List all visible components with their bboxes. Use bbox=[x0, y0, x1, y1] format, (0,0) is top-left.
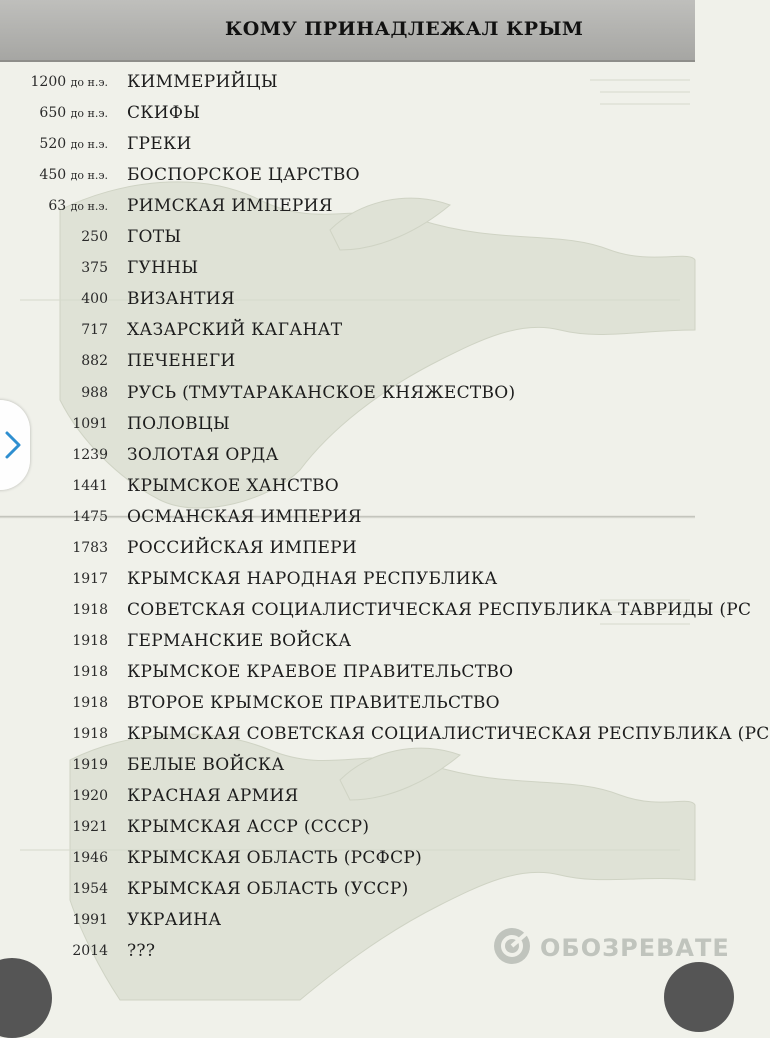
year-number: 717 bbox=[81, 322, 108, 339]
year-number: 1918 bbox=[72, 663, 108, 680]
year-number: 1783 bbox=[72, 539, 108, 556]
timeline-row bbox=[0, 160, 695, 190]
timeline-year bbox=[0, 191, 108, 222]
timeline-year bbox=[0, 533, 108, 563]
timeline-owner: КИММЕРИЙЦЫ bbox=[127, 72, 278, 92]
timeline-owner: КРЫМСКОЕ КРАЕВОЕ ПРАВИТЕЛЬСТВО bbox=[127, 661, 514, 682]
timeline-row bbox=[0, 843, 695, 873]
timeline-row bbox=[0, 750, 695, 780]
timeline-row bbox=[0, 98, 695, 128]
timeline-owner: ГРЕКИ bbox=[127, 134, 192, 155]
timeline-year bbox=[0, 67, 108, 98]
year-number: 1091 bbox=[72, 415, 108, 432]
timeline-owner: ЗОЛОТАЯ ОРДА bbox=[127, 444, 279, 465]
timeline-owner: ВТОРОЕ КРЫМСКОЕ ПРАВИТЕЛЬСТВО bbox=[127, 693, 500, 713]
year-number: 1919 bbox=[72, 757, 108, 774]
timeline-year bbox=[0, 346, 108, 376]
timeline-owner: КРЫМСКАЯ АССР (СССР) bbox=[127, 817, 370, 838]
timeline-row bbox=[0, 409, 695, 439]
timeline-year bbox=[0, 129, 108, 160]
chevron-right-icon bbox=[2, 430, 26, 460]
page-title: КОМУ ПРИНАДЛЕЖАЛ КРЫМ bbox=[225, 18, 584, 40]
timeline-row bbox=[0, 440, 695, 470]
timeline-owner: РИМСКАЯ ИМПЕРИЯ bbox=[127, 196, 333, 217]
timeline-owner: ??? bbox=[127, 941, 156, 962]
timeline-owner: ГОТЫ bbox=[127, 227, 182, 248]
timeline-row bbox=[0, 253, 695, 283]
year-era-suffix: до н.э. bbox=[70, 169, 108, 183]
year-number: 1918 bbox=[72, 601, 108, 618]
timeline-row bbox=[0, 129, 695, 159]
timeline-owner: БОСПОРСКОЕ ЦАРСТВО bbox=[127, 165, 360, 186]
year-number: 1920 bbox=[72, 788, 108, 805]
timeline-year bbox=[0, 626, 108, 656]
year-number: 520 bbox=[39, 136, 67, 153]
year-number: 1239 bbox=[72, 446, 108, 463]
year-era-suffix: до н.э. bbox=[70, 76, 108, 89]
year-number: 1475 bbox=[72, 508, 108, 525]
timeline-row bbox=[0, 657, 695, 687]
year-era-suffix: до н.э. bbox=[70, 138, 108, 152]
timeline-row bbox=[0, 564, 695, 594]
year-number: 1918 bbox=[72, 632, 108, 649]
timeline-owner: КРАСНАЯ АРМИЯ bbox=[127, 786, 299, 807]
timeline-year bbox=[0, 502, 108, 532]
timeline-year bbox=[0, 657, 108, 687]
watermark-text: ОБОЗРЕВАТЕ bbox=[540, 934, 730, 962]
year-number: 1917 bbox=[72, 570, 108, 587]
timeline-year bbox=[0, 905, 108, 935]
timeline-year bbox=[0, 222, 108, 252]
timeline-row bbox=[0, 595, 752, 625]
timeline-year bbox=[0, 98, 108, 129]
timeline-year bbox=[0, 874, 108, 904]
timeline-owner: КРЫМСКАЯ НАРОДНАЯ РЕСПУБЛИКА bbox=[127, 568, 498, 589]
year-number: 400 bbox=[81, 291, 108, 308]
timeline-year bbox=[0, 688, 108, 718]
timeline-row bbox=[0, 626, 695, 656]
timeline-row bbox=[0, 533, 695, 563]
timeline-owner: ГУННЫ bbox=[127, 258, 199, 279]
timeline-row bbox=[0, 781, 695, 811]
year-number: 988 bbox=[81, 384, 108, 401]
year-number: 650 bbox=[39, 105, 67, 122]
year-number: 2014 bbox=[72, 943, 108, 960]
timeline-owner: РУСЬ (ТМУТАРАКАНСКОЕ КНЯЖЕСТВО) bbox=[127, 382, 516, 403]
timeline-row bbox=[0, 222, 695, 252]
timeline-owner: ОСМАНСКАЯ ИМПЕРИЯ bbox=[127, 506, 362, 527]
corner-control-right[interactable] bbox=[664, 962, 734, 1032]
timeline-row bbox=[0, 284, 695, 314]
timeline-row bbox=[0, 905, 695, 935]
timeline-owner: КРЫМСКАЯ СОВЕТСКАЯ СОЦИАЛИСТИЧЕСКАЯ РЕСПУБЛИКА (РС bbox=[127, 724, 770, 745]
timeline-owner: РОССИЙСКАЯ ИМПЕРИ bbox=[127, 537, 358, 558]
timeline-owner: УКРАИНА bbox=[127, 910, 222, 931]
year-number: 1991 bbox=[72, 912, 108, 929]
timeline-row bbox=[0, 874, 695, 904]
timeline-year bbox=[0, 160, 108, 191]
timeline-owner: ПОЛОВЦЫ bbox=[127, 413, 231, 434]
timeline-owner: ПЕЧЕНЕГИ bbox=[127, 351, 236, 372]
timeline-owner: СОВЕТСКАЯ СОЦИАЛИСТИЧЕСКАЯ РЕСПУБЛИКА ТАВРИДЫ (РС bbox=[127, 599, 752, 620]
timeline-owner: ХАЗАРСКИЙ КАГАНАТ bbox=[127, 320, 343, 341]
timeline-year bbox=[0, 253, 108, 283]
timeline-row bbox=[0, 812, 695, 842]
timeline-year bbox=[0, 719, 108, 749]
timeline-row bbox=[0, 719, 770, 749]
timeline-year bbox=[0, 812, 108, 842]
year-number: 375 bbox=[81, 260, 108, 277]
year-number: 1918 bbox=[72, 695, 108, 711]
timeline-owner: КРЫМСКАЯ ОБЛАСТЬ (РСФСР) bbox=[127, 848, 423, 869]
timeline-year bbox=[0, 284, 108, 314]
year-era-suffix: до н.э. bbox=[70, 200, 108, 214]
timeline-year bbox=[0, 750, 108, 780]
timeline-owner: СКИФЫ bbox=[127, 103, 201, 124]
timeline-row bbox=[0, 315, 695, 345]
year-number: 1918 bbox=[72, 726, 108, 743]
timeline-owner: БЕЛЫЕ ВОЙСКА bbox=[127, 755, 285, 776]
year-number: 1441 bbox=[72, 477, 108, 494]
timeline-year bbox=[0, 595, 108, 625]
timeline-row bbox=[0, 191, 695, 221]
timeline-year bbox=[0, 315, 108, 345]
timeline-row bbox=[0, 346, 695, 376]
year-number: 882 bbox=[81, 353, 108, 370]
year-number: 1954 bbox=[72, 881, 108, 898]
timeline-row bbox=[0, 67, 695, 97]
timeline-owner: КРЫМСКОЕ ХАНСТВО bbox=[127, 475, 340, 496]
timeline-row bbox=[0, 378, 695, 408]
timeline-row bbox=[0, 688, 695, 718]
timeline-owner: КРЫМСКАЯ ОБЛАСТЬ (УССР) bbox=[127, 879, 409, 900]
year-number: 63 bbox=[48, 198, 67, 215]
timeline-row bbox=[0, 936, 695, 966]
timeline-owner: ВИЗАНТИЯ bbox=[127, 289, 235, 310]
timeline-owner: ГЕРМАНСКИЕ ВОЙСКА bbox=[127, 630, 352, 651]
year-number: 1921 bbox=[72, 819, 108, 836]
timeline-row bbox=[0, 471, 695, 501]
year-era-suffix: до н.э. bbox=[70, 107, 108, 121]
timeline-year bbox=[0, 781, 108, 811]
year-number: 1200 bbox=[30, 74, 67, 90]
year-number: 450 bbox=[39, 167, 67, 184]
timeline-year bbox=[0, 378, 108, 408]
title-bar bbox=[0, 0, 695, 62]
year-number: 250 bbox=[81, 229, 108, 246]
timeline-year bbox=[0, 843, 108, 873]
timeline-year bbox=[0, 564, 108, 594]
timeline-row bbox=[0, 502, 695, 532]
year-number: 1946 bbox=[72, 850, 108, 867]
